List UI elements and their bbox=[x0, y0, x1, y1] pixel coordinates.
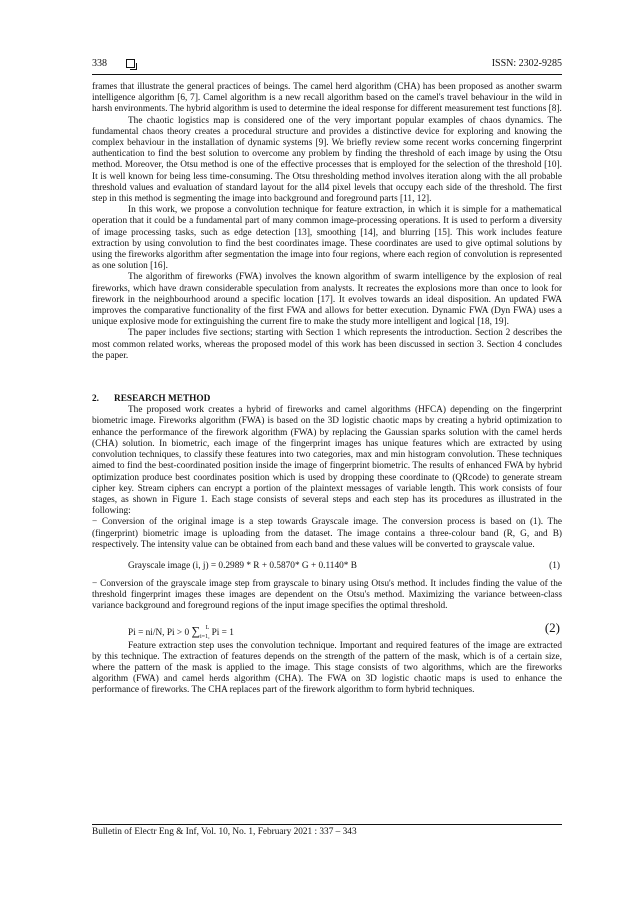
equation-number: (2) bbox=[544, 619, 560, 635]
equation-number: (1) bbox=[549, 560, 560, 571]
equation-2 bbox=[92, 617, 562, 639]
paragraph: Feature extraction step uses the convolution technique. Important and required features of the image are extracted by this technique. The extraction of features depends on the strength of the pattern of the mask, which is of a certain size, where the pattern of the mask is applied to the image. This stage consists of two algorithms, which are the fireworks algorithm (FWA) and camel herds algorithm (CHA). The FWA on 3D logistic chaotic maps is used to enhance the performance of fireworks. The CHA replaces part of the firework algorithm to form hybrid techniques. bbox=[92, 640, 562, 696]
bullet-item: − Conversion of the original image is a step towards Grayscale image. The conversion process is based on (1). The (fingerprint) biometric image is uploading from the dataset. The image contains a three-colour band (R, G, and B) respectively. The intensity value can be obtained from each band and these values will be converted to grayscale value. bbox=[92, 517, 562, 550]
equation-expression: Grayscale image (i, j) = 0.2989 * R + 0.5870* G + 0.1140* B bbox=[128, 560, 357, 571]
paragraph: The proposed work creates a hybrid of fireworks and camel algorithms (HFCA) depending on the fingerprint biometric image. Fireworks algorithm (FWA) is based on the 3D logistic chaotic maps by creating a hybrid optimization to enhance the performance of the firework algorithm (FWA) by replacing the Gaussian sparks solution with the camel herds (CHA) solution. In biometric, each image of the fingerprint images has unique features which are extracted by using convolution techniques, to classify these features into two categories, max and min histogram convolution. These techniques aimed to find the best-coordinated position inside the image of fingerprint biometric. The results of enhanced FWA by hybrid optimization produce best coordinates position which is used by dropping these coordinate to (QRcode) to generate stream cipher key. Stream ciphers can encrypt a portion of the plaintext messages of variable length. This work consists of four stages, as shown in Figure 1. Each stage consists of several steps and each step has its procedures as illustrated in the following: bbox=[92, 405, 562, 517]
equation-1 bbox=[92, 555, 562, 577]
issn-label: ISSN: 2302-9285 bbox=[491, 58, 562, 69]
paragraph: The algorithm of fireworks (FWA) involves the known algorithm of swarm intelligence by the explosion of real fireworks, which have drawn considerable speculation from analysts. It recreates the explosions more than once to look for firework in the neighbourhood around a specific location [17]. It evolves towards an ideal disposition. An updated FWA improves the comparative functionality of the first FWA and allows for better execution. Dynamic FWA (Dyn FWA) uses a unique explosive mode for extinguishing the current fire to make the study more intelligent and logical [18, 19]. bbox=[92, 272, 562, 328]
paragraph: The chaotic logistics map is considered one of the very important popular examples of chaos dynamics. The fundamental chaos theory creates a procedural structure and provides a distinctive device for exploring and knowing the complex behaviour in the installation of dynamic systems [9]. We briefly review some recent works concerning fingerprint authentication to find the best solution to overcome any problem by finding the threshold of each image by using the Otsu method. Moreover, the Otsu method is one of the effective processes that is employed for the selection of the threshold [10]. It is well known for being less time-consuming. The Otsu thresholding method involves iteration along with the all probable threshold values and evaluation of standard layout for the all4 pixel levels that occupy each side of the threshold. The first step in this method is segmenting the image into background and foreground parts [11, 12]. bbox=[92, 115, 562, 205]
section-number: 2. bbox=[92, 394, 99, 405]
page-number: 338 bbox=[92, 58, 107, 69]
footer-rule bbox=[92, 824, 562, 825]
summation-lower-limit: i=1, bbox=[200, 633, 210, 640]
summation-upper-limit: L bbox=[205, 624, 210, 631]
header-rule bbox=[92, 74, 562, 75]
summation-symbol: ∑ bbox=[191, 623, 201, 638]
square-icon bbox=[126, 59, 135, 68]
section-title: RESEARCH METHOD bbox=[114, 394, 211, 405]
section-heading bbox=[92, 394, 562, 405]
running-header bbox=[92, 56, 562, 72]
paragraph: frames that illustrate the general practices of beings. The camel herd algorithm (CHA) has been proposed as another swarm intelligence algorithm [6, 7]. Camel algorithm is a new recall algorithm based on the camel's travel behaviour in the wild in harsh environments. The hybrid algorithm is used to determine the ideal response for different measurement test functions [8]. bbox=[92, 82, 562, 115]
body-text bbox=[92, 82, 562, 697]
equation-part: Pi = 1 bbox=[209, 627, 234, 638]
bullet-item: − Conversion of the grayscale image step from grayscale to binary using Otsu's method. It includes finding the value of the threshold fingerprint images these images are dependent on the Otsu's method. Maximizing the variance between-class variance background and foreground regions of the input image specifies the optimal threshold. bbox=[92, 578, 562, 612]
paragraph: The paper includes five sections; starting with Section 1 which represents the introduction. Section 2 describes the most common related works, whereas the proposed model of this work has been discussed in section 3. Section 4 concludes the paper. bbox=[92, 328, 562, 361]
equation-expression bbox=[128, 617, 234, 648]
paragraph: In this work, we propose a convolution technique for feature extraction, in which it is simple for a mathematical operation that it could be a fundamental part of many common image-processing operations. It is used to perform a diversity of image processing tasks, such as edge detection [13], smoothing [14], and blurring [15]. This work includes feature extraction by using convolution to find the best coordinates image. These coordinates are used to give optimal solutions by using the fireworks algorithm after segmentation the image into four regions, where each region of convolution is represented as one solution [16]. bbox=[92, 205, 562, 272]
running-footer: Bulletin of Electr Eng & Inf, Vol. 10, No. 1, February 2021 : 337 – 343 bbox=[92, 827, 357, 837]
equation-part: Pi = ni/N, Pi > 0 bbox=[128, 627, 192, 638]
